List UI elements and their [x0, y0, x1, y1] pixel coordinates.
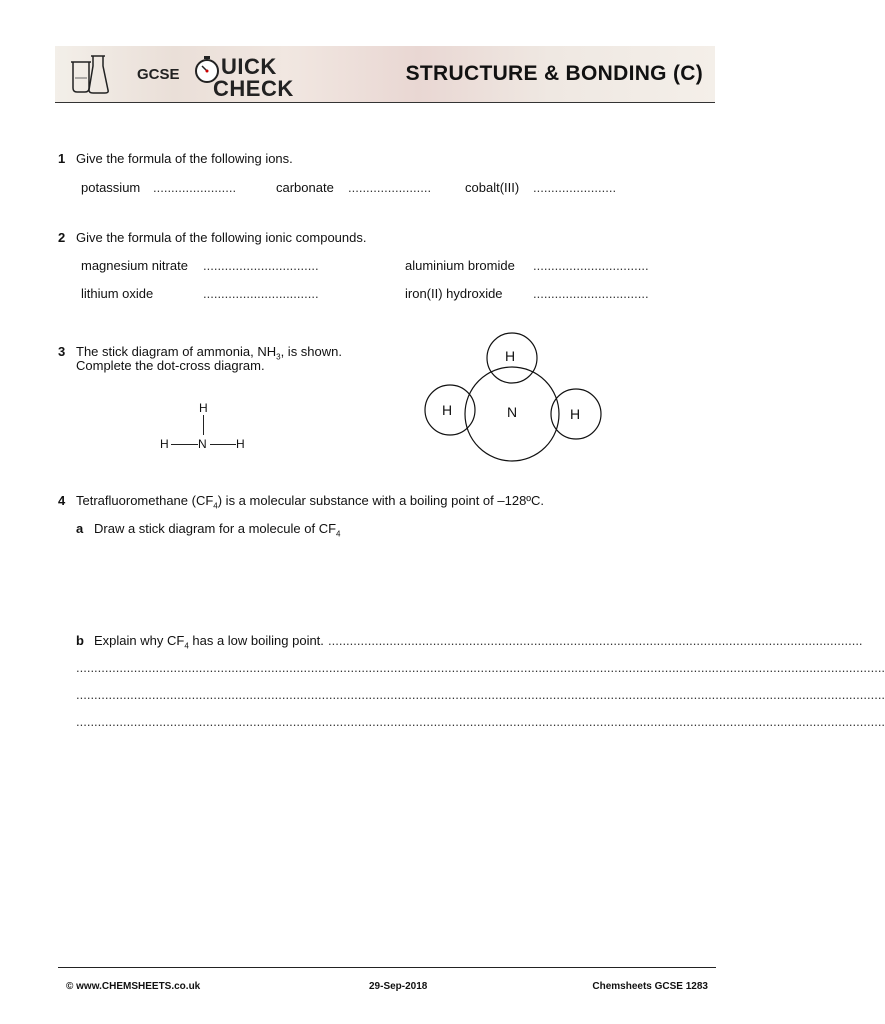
part-b-text: [94, 633, 324, 651]
answer-line[interactable]: ................................................................................................................................................................................................................................: [76, 714, 885, 729]
question-4-text: [76, 493, 544, 511]
footer-website: © www.CHEMSHEETS.co.uk: [66, 981, 201, 992]
dotcross-h-left: H: [442, 402, 453, 418]
footer-reference: Chemsheets GCSE 1283: [592, 981, 708, 992]
dotcross-n-center: N: [507, 404, 518, 420]
footer-date: 29-Sep-2018: [369, 981, 428, 992]
q2-item-label: lithium oxide: [81, 286, 154, 301]
part-a-label: a: [76, 521, 84, 536]
q4a-subscript: 4: [336, 529, 341, 539]
part-a-text: [94, 521, 340, 539]
footer-divider: [58, 967, 716, 968]
ammonia-stick-diagram: [150, 395, 260, 455]
q1-item-label: potassium: [81, 180, 141, 195]
question-1-number: 1: [58, 151, 66, 166]
q4-text-part: Tetrafluoromethane (CF: [76, 493, 214, 508]
q4-text-part: ) is a molecular substance with a boiling point of –128ºC.: [217, 493, 545, 508]
q2-answer-blank[interactable]: ................................: [203, 258, 319, 273]
q2-item-label: iron(II) hydroxide: [405, 286, 503, 301]
q4b-text-part: Explain why CF: [94, 633, 185, 648]
glassware-icon: [67, 52, 111, 96]
question-2-number: 2: [58, 230, 66, 245]
question-2-text: Give the formula of the following ionic compounds.: [76, 230, 367, 245]
stick-n-center: N: [198, 437, 207, 451]
q2-answer-blank[interactable]: ................................: [203, 286, 319, 301]
q2-answer-blank[interactable]: ................................: [533, 286, 649, 301]
q4b-text-part: has a low boiling point.: [188, 633, 324, 648]
q2-item-label: aluminium bromide: [405, 258, 515, 273]
q3-subscript: 3: [276, 352, 281, 362]
q4b-subscript: 4: [184, 641, 189, 651]
header-banner: [55, 46, 715, 103]
bond-line: [203, 415, 204, 435]
question-4-number: 4: [58, 493, 66, 508]
page-title: STRUCTURE & BONDING (C): [405, 62, 703, 85]
q4-subscript: 4: [213, 501, 218, 511]
question-1-text: Give the formula of the following ions.: [76, 151, 293, 166]
question-3-instruction: Complete the dot-cross diagram.: [76, 358, 265, 373]
question-3-number: 3: [58, 344, 66, 359]
q1-item-label: cobalt(III): [465, 180, 520, 195]
bond-line: [210, 444, 236, 445]
stick-h-top: H: [199, 401, 208, 415]
dotcross-h-top: H: [505, 348, 516, 364]
q1-answer-blank[interactable]: .......................: [153, 180, 237, 195]
q2-item-label: magnesium nitrate: [81, 258, 188, 273]
stick-h-left: H: [160, 437, 169, 451]
q1-item-label: carbonate: [276, 180, 334, 195]
answer-line[interactable]: ....................................................................................................................................................: [328, 633, 863, 648]
quick-label: UICK: [221, 54, 277, 79]
q1-answer-blank[interactable]: .......................: [533, 180, 617, 195]
stick-h-right: H: [236, 437, 245, 451]
answer-line[interactable]: ................................................................................................................................................................................................................................: [76, 687, 885, 702]
q2-answer-blank[interactable]: ................................: [533, 258, 649, 273]
check-label: CHECK: [213, 76, 294, 101]
part-b-label: b: [76, 633, 84, 648]
q1-answer-blank[interactable]: .......................: [348, 180, 432, 195]
answer-line[interactable]: ................................................................................................................................................................................................................................: [76, 660, 885, 675]
dotcross-h-right: H: [570, 406, 581, 422]
q3-text-part: , is shown.: [280, 344, 342, 359]
q3-text-part: The stick diagram of ammonia, NH: [76, 344, 277, 359]
q4a-text-part: Draw a stick diagram for a molecule of CF: [94, 521, 337, 536]
bond-line: [171, 444, 198, 445]
gcse-label: GCSE: [137, 66, 180, 83]
